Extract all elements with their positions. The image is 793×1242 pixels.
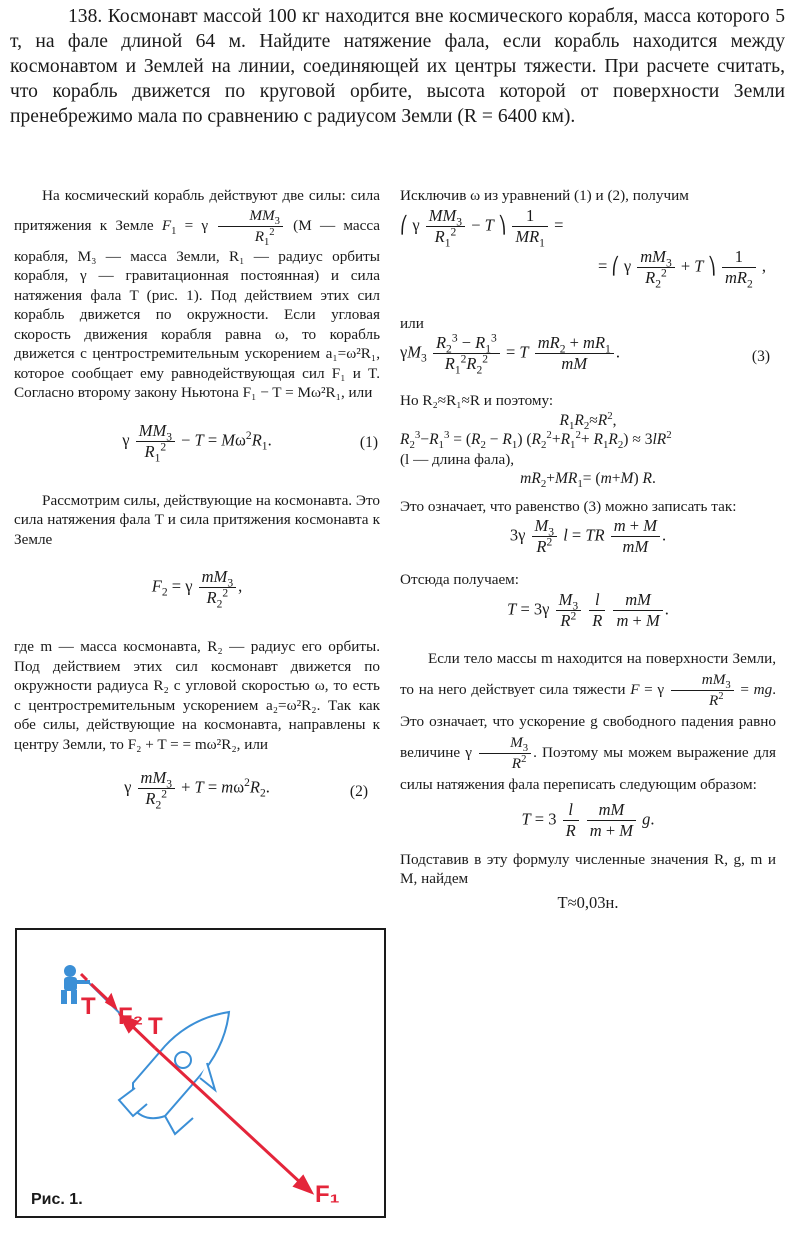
right-paragraph-5: Если тело массы m находится на поверхности Земли, то на него действует сила тяжести F = γ $\frac{mM_3}{R^2}$ = mg. Это означает, что ускорение g свободного падения равно величине γ $\frac{M_3}{R^2}$ . Поэтому мы можем выражение для силы натяжения фала переписать следующим образом: (400, 649, 776, 793)
label-f1: F₁ (315, 1181, 340, 1208)
l-definition: (l — длина фала), (400, 450, 515, 468)
problem-statement (10, 4, 785, 129)
equation-3: $\gamma M_3$ $\frac{R_2^3 - R_1^3}{R_1^2R_2^2}$ = T $\frac{mR_2 + mR_1}{mM}$ . (3) (400, 332, 770, 377)
right-paragraph-2: Но R₂≈R₁≈R и поэтому: (400, 392, 554, 409)
left-paragraph-1: На космический корабль действуют две силы: сила притяжения к Земле $F_1 = \gamma$ $\frac{MM_3}{R_1^2}$ (M — масса корабля, M₃ — масса Земли, R₁ — радиус орбиты корабля, γ — гравитационная постоянная) и сила натяжения фала T (рис. 1). Под действием этих сил корабль движется по окружности. Если угловая скорость движения корабля равна ω, то корабль движется с центростремительным ускорением a₁=ω²R₁, которое сообщает ему равнодействующая сил F₁ и T. Согласно второму закону Ньютона F₁ − T = Mω²R₁, или (14, 187, 380, 401)
label-f2: F₂ (118, 1003, 144, 1030)
left-paragraph-3: где m — масса космонавта, R₂ — радиус его орбиты. Под действием этих сил космонавт движется по окружности радиуса R₂ с угловой скоростью ω, то есть с центростремительным ускорением a₂=ω²R₂. Так как обе силы, действующие на космонавта, направлены к центру Земли, то F₂ + T = = mω²R₂, или (14, 638, 380, 753)
label-t-left: T (81, 993, 96, 1020)
equation-6: T = 3 $\frac{l}{R}$ $\frac{mM}{m + M}$ g. (521, 799, 655, 840)
equation-f2: $F_2 = \gamma$ $\frac{mM_3}{R_2^2}$ , (151, 567, 243, 611)
equation-4: 3γ $\frac{M_3}{R^2}$ l = TR $\frac{m + M}{mM}$ . (509, 516, 667, 556)
equation-2-number: (2) (349, 783, 368, 800)
figure-caption: Рис. 1. (31, 1191, 83, 1208)
right-or: или (400, 314, 424, 332)
label-t-right: T (148, 1013, 163, 1040)
right-paragraph-1: Исключив ω из уравнений (1) и (2), получим (400, 187, 689, 204)
left-column (14, 186, 380, 824)
right-paragraph-3: Это означает, что равенство (3) можно записать так: (400, 497, 737, 515)
equation-1: γ $\frac{MM_3}{R_1^2}$ − $T = M\omega^2R_1$. (1) (122, 420, 378, 464)
answer: T≈0,03н. (557, 892, 619, 912)
equation-5: T = 3γ $\frac{M_3}{R^2}$ $\frac{l}{R}$ $\frac{mM}{m + M}$ . (507, 589, 669, 630)
equation-2: γ $\frac{mM_3}{R_2^2}$ + $T = m\omega^2R_2$. (2) (124, 768, 368, 812)
equation-1-number: (1) (359, 433, 378, 451)
right-paragraph-6: Подставив в эту формулу численные значения R, g, m и M, найдем (400, 850, 776, 887)
problem-text: Космонавт массой 100 кг находится вне космического корабля, масса которого 5 т, на фале длиной 64 м. Найдите натяжение фала, если корабль находится между космонавтом и Землей на линии, соединяющей их центры тяжести. При расчете считать, что корабль движется по круговой орбите, высота которой от поверхности Земли пренебрежимо мала по сравнению с радиусом Земли (R = 6400 км). (10, 6, 785, 127)
left-paragraph-2: Рассмотрим силы, действующие на космонавта. Это сила натяжения фала T и сила притяжения космонавта к Земле (14, 491, 380, 548)
figure-1 (15, 928, 386, 1218)
spacecraft-diagram (15, 928, 386, 1218)
right-column: Исключив ω из уравнений (1) и (2), получим ⎛ γ $\frac{MM_3}{R_1^2}$ − T ⎞ $\frac{1}{MR_1}$ = = ⎛ γ $\frac{mM_3}{R_2^2}$ + T ⎞ $\frac{1}{mR_2}$ , или $\gamma M_3$ $\frac{R_2^3 - R_1^3}{R_1^2R_2^2}$ = T $\frac{mR_2 + mR_1}{mM}$ . (3) Но R₂≈R₁≈R и поэтому: $R_1R_2\approx R^2$, $R_2^3-R_1^3 = (R_2 - R_1)$ $(R_2^2+R_1^2+ R_1R_2) \approx 3lR^2$ (l — длина фала), $mR_2+MR_1= (m+M)$ R. Это означает, что равенство (3) можно записать так: 3γ $\frac{M_3}{R^2}$ l = TR $\frac{m + M}{mM}$ . Отсюда получаем: T = 3γ $\frac{M_3}{R^2}$ $\frac{l}{R}$ $\frac{mM}{m + M}$ . Если тело массы m находится на поверхности Земли, то на него действует сила тяжести F = γ $\frac{mM_3}{R^2}$ = mg. Это означает, что ускорение g свободного падения равно величине γ $\frac{M_3}{R^2}$ . Поэтому мы можем выражение для силы натяжения фала переписать следующим образом: T = 3 $\frac{l}{R}$ $\frac{mM}{m + M}$ g. Подставив в эту формулу численные значения R, g, m и M, найдем T≈0,03н. (400, 187, 776, 912)
problem-number: 138. (68, 6, 103, 27)
equation-3-number: (3) (751, 348, 770, 365)
equation-derived: ⎛ γ $\frac{MM_3}{R_1^2}$ − T ⎞ $\frac{1}{MR_1}$ = = ⎛ γ $\frac{mM_3}{R_2^2}$ + T ⎞ $\frac{1}{mR_2}$ , (400, 205, 766, 290)
right-paragraph-4: Отсюда получаем: (400, 571, 520, 588)
